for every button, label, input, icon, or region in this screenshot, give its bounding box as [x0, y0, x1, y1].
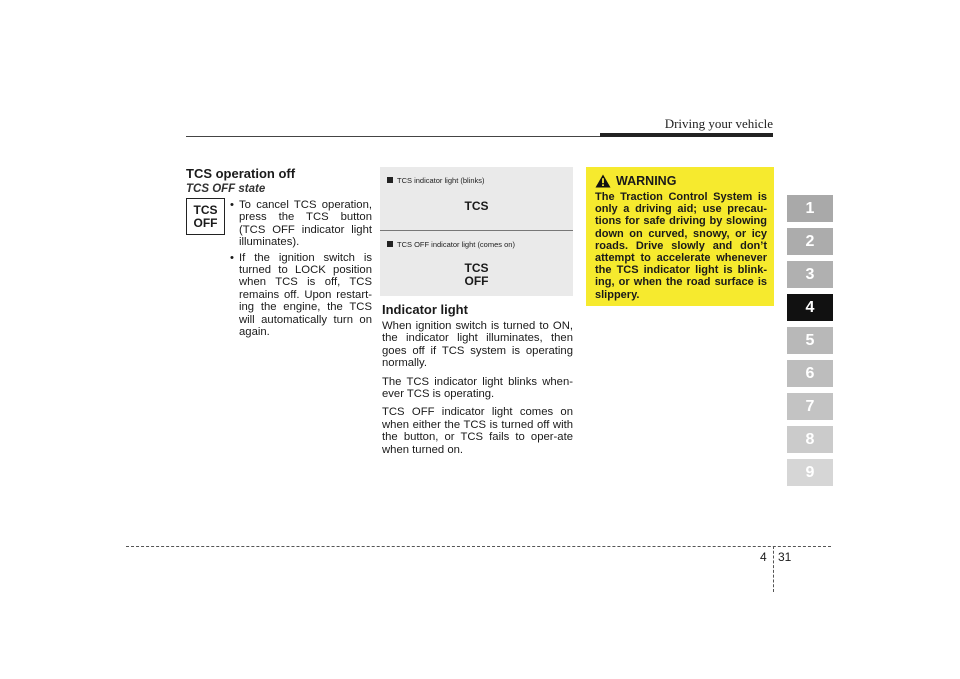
square-bullet-icon: [387, 177, 393, 183]
list-item: [230, 199, 372, 249]
tcs-off-button-line1: TCS: [193, 202, 218, 217]
tcs-off-indicator-line1: TCS: [464, 261, 489, 275]
section-title: TCS operation off: [186, 166, 296, 181]
paragraph: The TCS indicator light blinks when-ever TCS is operating.: [382, 375, 573, 401]
section-subtitle: TCS OFF state: [186, 183, 266, 195]
tcs-off-button-line2: OFF: [193, 215, 218, 230]
warning-box: [586, 167, 774, 306]
chapter-tab-6[interactable]: 6: [787, 360, 833, 387]
bullet-icon: •: [230, 251, 234, 264]
bullet-text: To cancel TCS operation, press the TCS button (TCS OFF indicator light illuminates).: [239, 199, 372, 249]
tcs-off-indicator-line2: OFF: [464, 274, 489, 288]
bullet-list: [230, 199, 372, 341]
chapter-tab-4[interactable]: 4: [787, 294, 833, 321]
figure-caption-2: TCS OFF indicator light (comes on): [387, 240, 515, 249]
indicator-figure: [380, 167, 573, 296]
paragraph: TCS OFF indicator light comes on when either the TCS is turned off with the button, or TCS fails to oper-ate when turned on.: [382, 406, 573, 456]
header-rule-accent: [600, 133, 773, 137]
indicator-title: Indicator light: [382, 302, 468, 317]
tcs-off-button-icon: [186, 198, 225, 235]
list-item: [230, 252, 372, 339]
warning-triangle-icon: [595, 174, 611, 188]
paragraph: When ignition switch is turned to ON, the indicator light illuminates, then goes off if TCS system is operating normally.: [382, 320, 573, 370]
warning-text: The Traction Control System is only a driving aid; use precau-tions for safe driving by slowing down on curved, snowy, or icy roads. Drive slowly and don’t attempt to accelerate whenever the TCS indicator light is blink-ing, or when the road surface is slippery.: [595, 191, 767, 301]
bullet-text: If the ignition switch is turned to LOCK position when TCS is off, TCS remains off. Upon restart-ing the engine, the TCS will automatically turn on again.: [239, 251, 372, 339]
chapter-tab-7[interactable]: 7: [787, 393, 833, 420]
chapter-tab-9[interactable]: 9: [787, 459, 833, 486]
indicator-body: [382, 320, 573, 462]
chapter-tab-3[interactable]: 3: [787, 261, 833, 288]
chapter-tab-8[interactable]: 8: [787, 426, 833, 453]
square-bullet-icon: [387, 241, 393, 247]
header-title: Driving your vehicle: [664, 116, 773, 131]
figure-divider: [380, 230, 573, 231]
tcs-indicator-icon: TCS: [464, 199, 489, 213]
page-chapter-number: 4: [760, 550, 767, 564]
footer-rule: [126, 546, 831, 547]
warning-title: WARNING: [616, 174, 677, 188]
chapter-tabs: [787, 195, 833, 492]
bullet-icon: •: [230, 199, 234, 211]
page-number: 31: [778, 550, 792, 564]
warning-header: [595, 174, 767, 188]
chapter-tab-5[interactable]: 5: [787, 327, 833, 354]
footer-divider: [773, 546, 774, 592]
figure-caption-1: TCS indicator light (blinks): [387, 176, 485, 185]
chapter-tab-1[interactable]: 1: [787, 195, 833, 222]
chapter-tab-2[interactable]: 2: [787, 228, 833, 255]
tcs-off-indicator-icon: [380, 262, 573, 288]
